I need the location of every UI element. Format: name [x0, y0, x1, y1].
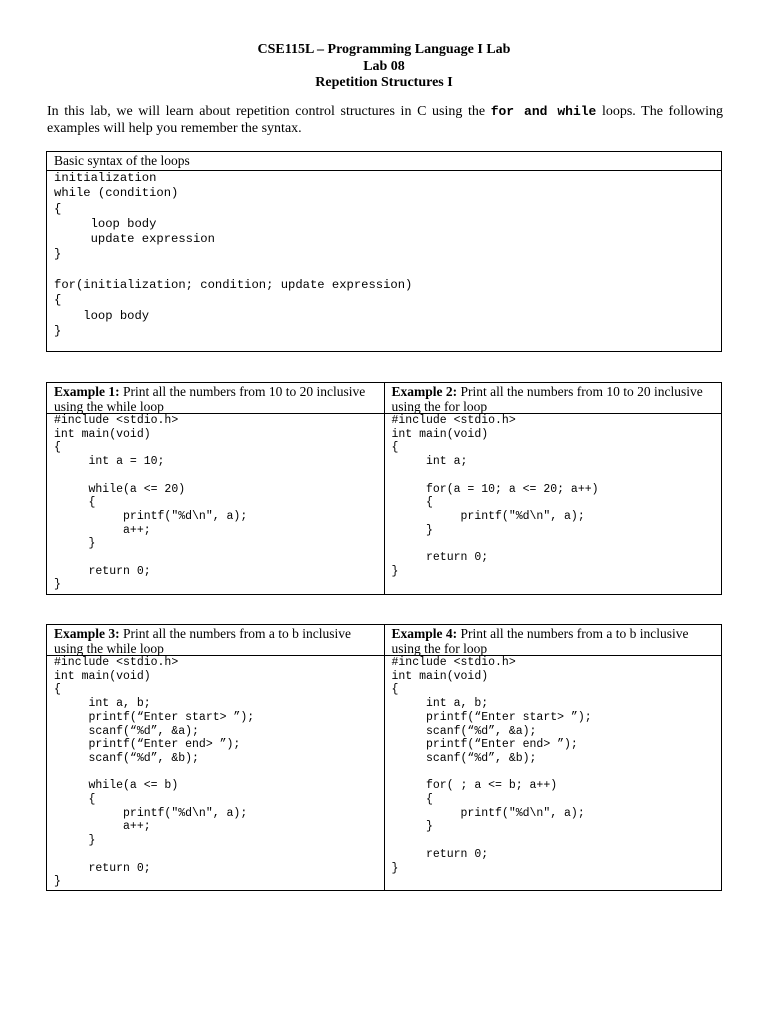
example-4-label: Example 4:: [391, 626, 458, 641]
example-2-description: Print all the numbers from 10 to 20 inclusive using the for loop: [391, 384, 703, 414]
example-2-caption: [385, 383, 722, 414]
examples-table-1: [46, 382, 722, 595]
example-2-label: Example 2:: [391, 384, 458, 399]
lab-number: Lab 08: [363, 58, 405, 74]
example-4-code: #include <stdio.h> int main(void) { int a, b; printf(“Enter start> ”); scanf(“%d”, &a); printf(“Enter end> ”); scanf(“%d”, &b); for( ; a <= b; a++) { printf("%d\n", a); } return 0; }: [391, 656, 592, 875]
example-3-cell: [47, 625, 384, 890]
example-4-caption: [385, 625, 722, 656]
example-2-code: #include <stdio.h> int main(void) { int a; for(a = 10; a <= 20; a++) { printf("%d\n", a); } return 0; }: [391, 414, 599, 578]
example-3-code: #include <stdio.h> int main(void) { int a, b; printf(“Enter start> ”); scanf(“%d”, &a); printf(“Enter end> ”); scanf(“%d”, &b); while(a <= b) { printf("%d\n", a); a++; } return 0; }: [54, 656, 255, 889]
example-1-code: #include <stdio.h> int main(void) { int a = 10; while(a <= 20) { printf("%d\n", a); a++; } return 0; }: [54, 414, 248, 592]
intro-text-before: In this lab, we will learn about repetition control structures in C using the: [47, 104, 491, 119]
intro-keywords: for and while: [490, 104, 597, 119]
example-1-description: Print all the numbers from 10 to 20 inclusive using the while loop: [54, 384, 366, 414]
example-2-cell: [384, 383, 722, 594]
example-3-description: Print all the numbers from a to b inclusive using the while loop: [54, 626, 351, 656]
syntax-code: initialization while (condition) { loop body update expression } for(initialization; condition; update expression) { loop body }: [54, 171, 413, 338]
syntax-caption: Basic syntax of the loops: [47, 152, 721, 171]
example-3-caption: [47, 625, 384, 656]
course-title: CSE115L – Programming Language I Lab: [257, 42, 511, 57]
example-1-cell: [47, 383, 384, 594]
example-1-label: Example 1:: [54, 384, 120, 399]
example-4-description: Print all the numbers from a to b inclusive using the for loop: [391, 626, 689, 656]
document-header: [0, 42, 768, 92]
intro-text-after: loops. The following examples will help you remember the syntax.: [47, 104, 723, 136]
lab-topic: Repetition Structures I: [315, 75, 453, 90]
intro-paragraph: [47, 103, 723, 137]
example-1-caption: [47, 383, 384, 414]
syntax-box: [46, 151, 722, 352]
example-3-label: Example 3:: [54, 626, 120, 641]
example-4-cell: [384, 625, 722, 890]
examples-table-2: [46, 624, 722, 891]
